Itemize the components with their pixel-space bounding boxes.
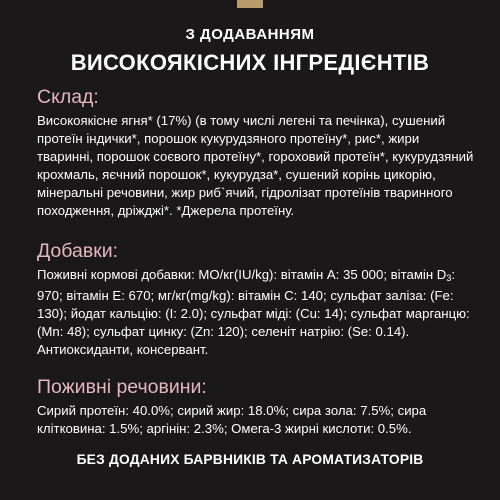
composition-text: Високоякісне ягня* (17%) (в тому числі легені та печінка), сушений протеїн індички*, порошок кукурудзяного протеїну*, рис*, жири тваринні, порошок соєвого протеїну*, гороховий протеїн*, кукурудзяний крохмаль, яєчний порошок*, кукурудза*, сушений корінь цикорію, мінеральні речовини, жир риб`ячий, гідролізат протеїнів тваринного походження, дріжджі*. *Джерела протеїну. bbox=[37, 113, 474, 219]
heading-line-1: З ДОДАВАННЯМ bbox=[185, 26, 315, 43]
heading-line-2: ВИСОКОЯКІСНИХ ІНГРЕДІЄНТІВ bbox=[70, 50, 430, 75]
footer-text: БЕЗ ДОДАНИХ БАРВНИКІВ ТА АРОМАТИЗАТОРІВ bbox=[76, 452, 424, 467]
composition-title: Склад: bbox=[37, 86, 99, 108]
vitamin-d-subscript: 3 bbox=[446, 273, 452, 283]
additives-title: Добавки: bbox=[37, 240, 119, 262]
additives-text-part-2: : 970; вітамін Е: 670; мг/кг(mg/kg): вітамін С: 140; сульфат заліза: (Fe: 130); йодат кальцію: (І: 2.0); сульфат міді: (Cu: 14); сульфат марганцю: (Mn: 48); сульфат цинку: (Zn: 120); селеніт натрію: (Se: 0.14). Антиоксиданти, консервант. bbox=[37, 267, 470, 358]
additives-text bbox=[37, 266, 477, 359]
top-accent-bar bbox=[237, 0, 263, 8]
additives-text-part-1: Поживні кормові добавки: МО/кг(IU/kg): вітамін А: 35 000; вітамін D bbox=[37, 267, 447, 282]
nutrients-text: Сирий протеїн: 40.0%; сирий жир: 18.0%; сира зола: 7.5%; сира клітковина: 1.5%; аргінін: 2.3%; Омега-3 жирні кислоти: 0.5%. bbox=[37, 403, 427, 437]
nutrients-title: Поживні речовини: bbox=[37, 376, 207, 398]
